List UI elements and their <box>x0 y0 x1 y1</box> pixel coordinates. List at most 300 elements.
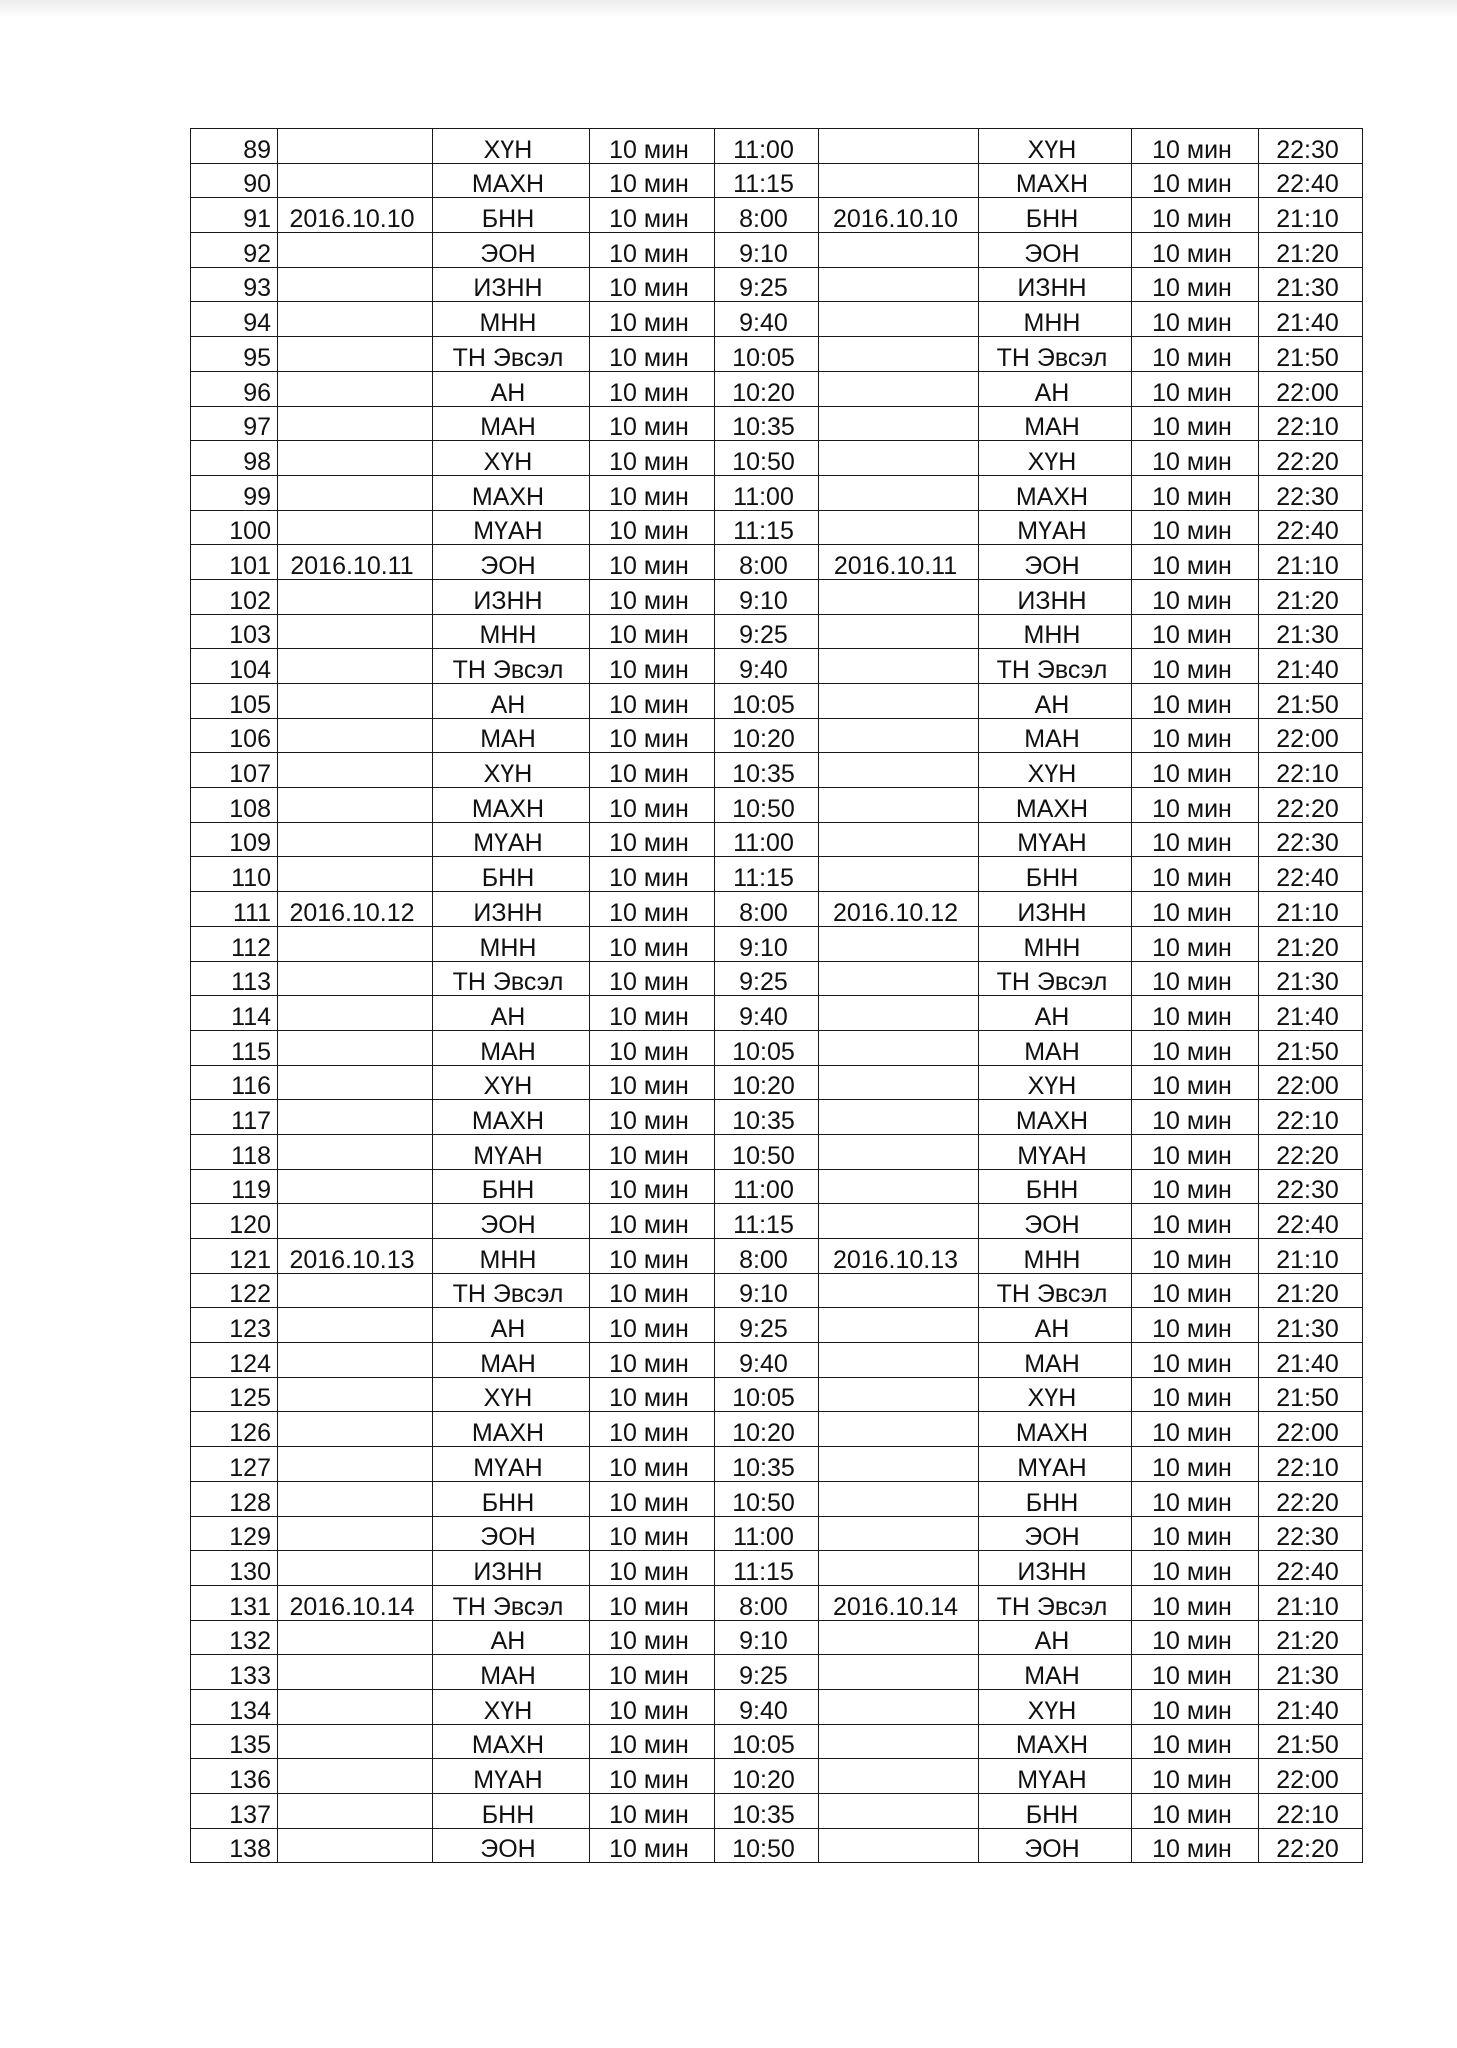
row-number: 136 <box>191 1759 278 1794</box>
party-name-cell: ТН Эвсэл <box>979 649 1132 684</box>
duration-cell: 10 мин <box>590 822 715 857</box>
party-name-cell: АН <box>433 1308 590 1343</box>
duration-cell: 10 мин <box>1132 1655 1259 1690</box>
party-name-cell: АН <box>433 1620 590 1655</box>
date-cell <box>278 1689 433 1724</box>
duration-cell: 10 мин <box>590 1689 715 1724</box>
time-cell: 10:20 <box>715 718 819 753</box>
date-cell <box>819 1620 979 1655</box>
party-name-cell: ТН Эвсэл <box>433 649 590 684</box>
duration-cell: 10 мин <box>590 1377 715 1412</box>
row-number: 122 <box>191 1273 278 1308</box>
duration-cell: 10 мин <box>590 1030 715 1065</box>
duration-cell: 10 мин <box>1132 1412 1259 1447</box>
table-row <box>191 1030 1363 1065</box>
duration-cell: 10 мин <box>590 302 715 337</box>
table-row <box>191 892 1363 927</box>
time-cell: 21:20 <box>1259 926 1363 961</box>
party-name-cell: ХҮН <box>979 441 1132 476</box>
date-cell <box>278 822 433 857</box>
duration-cell: 10 мин <box>1132 684 1259 719</box>
party-name-cell: АН <box>979 684 1132 719</box>
row-number: 92 <box>191 233 278 268</box>
duration-cell: 10 мин <box>590 1724 715 1759</box>
date-cell: 2016.10.12 <box>278 892 433 927</box>
time-cell: 21:40 <box>1259 1689 1363 1724</box>
date-cell <box>819 163 979 198</box>
duration-cell: 10 мин <box>1132 371 1259 406</box>
time-cell: 22:40 <box>1259 1204 1363 1239</box>
row-number: 99 <box>191 475 278 510</box>
date-cell <box>819 649 979 684</box>
time-cell: 10:35 <box>715 753 819 788</box>
time-cell: 11:00 <box>715 1169 819 1204</box>
duration-cell: 10 мин <box>1132 1169 1259 1204</box>
time-cell: 22:30 <box>1259 1516 1363 1551</box>
row-number: 98 <box>191 441 278 476</box>
date-cell <box>278 510 433 545</box>
time-cell: 22:20 <box>1259 1134 1363 1169</box>
table-row <box>191 926 1363 961</box>
duration-cell: 10 мин <box>1132 1239 1259 1274</box>
time-cell: 22:20 <box>1259 1481 1363 1516</box>
table-row <box>191 1794 1363 1829</box>
time-cell: 10:05 <box>715 337 819 372</box>
date-cell <box>819 1689 979 1724</box>
row-number: 108 <box>191 788 278 823</box>
date-cell <box>819 406 979 441</box>
date-cell <box>278 267 433 302</box>
row-number: 124 <box>191 1343 278 1378</box>
time-cell: 21:50 <box>1259 1377 1363 1412</box>
party-name-cell: МАН <box>979 1655 1132 1690</box>
table-row <box>191 718 1363 753</box>
time-cell: 21:50 <box>1259 337 1363 372</box>
party-name-cell: ЭОН <box>979 1204 1132 1239</box>
party-name-cell: ХҮН <box>979 1377 1132 1412</box>
date-cell <box>819 1447 979 1482</box>
date-cell <box>819 579 979 614</box>
time-cell: 9:25 <box>715 614 819 649</box>
duration-cell: 10 мин <box>590 1239 715 1274</box>
party-name-cell: БНН <box>979 198 1132 233</box>
date-cell <box>278 1551 433 1586</box>
date-cell: 2016.10.14 <box>819 1585 979 1620</box>
time-cell: 22:10 <box>1259 1447 1363 1482</box>
time-cell: 10:50 <box>715 1828 819 1863</box>
date-cell: 2016.10.10 <box>278 198 433 233</box>
duration-cell: 10 мин <box>590 1100 715 1135</box>
date-cell <box>819 1065 979 1100</box>
duration-cell: 10 мин <box>1132 1759 1259 1794</box>
table-row <box>191 302 1363 337</box>
time-cell: 22:00 <box>1259 1759 1363 1794</box>
duration-cell: 10 мин <box>590 857 715 892</box>
duration-cell: 10 мин <box>590 996 715 1031</box>
date-cell <box>278 649 433 684</box>
date-cell <box>819 684 979 719</box>
party-name-cell: МАХН <box>433 788 590 823</box>
date-cell <box>819 718 979 753</box>
time-cell: 22:20 <box>1259 441 1363 476</box>
duration-cell: 10 мин <box>1132 475 1259 510</box>
party-name-cell: ЭОН <box>433 1204 590 1239</box>
duration-cell: 10 мин <box>1132 1100 1259 1135</box>
date-cell <box>819 1655 979 1690</box>
party-name-cell: МҮАН <box>433 510 590 545</box>
time-cell: 21:10 <box>1259 198 1363 233</box>
party-name-cell: ЭОН <box>979 233 1132 268</box>
date-cell <box>819 1204 979 1239</box>
table-row <box>191 753 1363 788</box>
party-name-cell: МАХН <box>979 788 1132 823</box>
time-cell: 21:20 <box>1259 1620 1363 1655</box>
duration-cell: 10 мин <box>590 475 715 510</box>
time-cell: 21:30 <box>1259 961 1363 996</box>
party-name-cell: МАХН <box>979 1412 1132 1447</box>
schedule-body <box>191 129 1363 1863</box>
table-row <box>191 1551 1363 1586</box>
party-name-cell: БНН <box>433 198 590 233</box>
party-name-cell: МНН <box>433 302 590 337</box>
duration-cell: 10 мин <box>1132 302 1259 337</box>
table-row <box>191 857 1363 892</box>
date-cell <box>819 129 979 164</box>
table-row <box>191 337 1363 372</box>
duration-cell: 10 мин <box>1132 1481 1259 1516</box>
date-cell <box>278 1412 433 1447</box>
party-name-cell: МАХН <box>433 1100 590 1135</box>
duration-cell: 10 мин <box>590 198 715 233</box>
party-name-cell: ХҮН <box>433 129 590 164</box>
party-name-cell: ЭОН <box>979 1828 1132 1863</box>
party-name-cell: ИЗНН <box>433 892 590 927</box>
duration-cell: 10 мин <box>1132 857 1259 892</box>
party-name-cell: ТН Эвсэл <box>433 1273 590 1308</box>
time-cell: 21:10 <box>1259 545 1363 580</box>
table-row <box>191 649 1363 684</box>
table-row <box>191 996 1363 1031</box>
time-cell: 22:20 <box>1259 788 1363 823</box>
date-cell: 2016.10.14 <box>278 1585 433 1620</box>
date-cell <box>278 753 433 788</box>
date-cell <box>819 1759 979 1794</box>
row-number: 128 <box>191 1481 278 1516</box>
duration-cell: 10 мин <box>1132 753 1259 788</box>
table-row <box>191 961 1363 996</box>
date-cell: 2016.10.13 <box>278 1239 433 1274</box>
duration-cell: 10 мин <box>1132 614 1259 649</box>
time-cell: 11:15 <box>715 857 819 892</box>
time-cell: 9:40 <box>715 1343 819 1378</box>
table-row <box>191 788 1363 823</box>
time-cell: 22:00 <box>1259 371 1363 406</box>
table-row <box>191 1239 1363 1274</box>
date-cell <box>819 1481 979 1516</box>
duration-cell: 10 мин <box>1132 510 1259 545</box>
table-row <box>191 1481 1363 1516</box>
time-cell: 9:40 <box>715 302 819 337</box>
time-cell: 10:50 <box>715 1481 819 1516</box>
date-cell <box>278 718 433 753</box>
duration-cell: 10 мин <box>1132 996 1259 1031</box>
party-name-cell: МАН <box>433 406 590 441</box>
time-cell: 21:10 <box>1259 892 1363 927</box>
table-row <box>191 441 1363 476</box>
party-name-cell: АН <box>433 684 590 719</box>
party-name-cell: МНН <box>979 926 1132 961</box>
duration-cell: 10 мин <box>590 1655 715 1690</box>
time-cell: 22:30 <box>1259 475 1363 510</box>
date-cell <box>278 1759 433 1794</box>
party-name-cell: ИЗНН <box>433 267 590 302</box>
party-name-cell: ХҮН <box>979 129 1132 164</box>
row-number: 118 <box>191 1134 278 1169</box>
row-number: 94 <box>191 302 278 337</box>
row-number: 115 <box>191 1030 278 1065</box>
time-cell: 8:00 <box>715 198 819 233</box>
date-cell <box>278 1273 433 1308</box>
table-row <box>191 1100 1363 1135</box>
time-cell: 11:15 <box>715 1204 819 1239</box>
table-row <box>191 406 1363 441</box>
party-name-cell: ИЗНН <box>979 1551 1132 1586</box>
party-name-cell: МАН <box>979 718 1132 753</box>
time-cell: 22:00 <box>1259 1412 1363 1447</box>
duration-cell: 10 мин <box>1132 579 1259 614</box>
time-cell: 9:10 <box>715 926 819 961</box>
row-number: 91 <box>191 198 278 233</box>
row-number: 137 <box>191 1794 278 1829</box>
row-number: 109 <box>191 822 278 857</box>
row-number: 105 <box>191 684 278 719</box>
date-cell <box>819 822 979 857</box>
date-cell <box>819 1516 979 1551</box>
row-number: 132 <box>191 1620 278 1655</box>
row-number: 134 <box>191 1689 278 1724</box>
table-row <box>191 1447 1363 1482</box>
duration-cell: 10 мин <box>1132 1273 1259 1308</box>
party-name-cell: ХҮН <box>979 1689 1132 1724</box>
duration-cell: 10 мин <box>590 649 715 684</box>
time-cell: 21:50 <box>1259 1030 1363 1065</box>
date-cell <box>278 1065 433 1100</box>
party-name-cell: МНН <box>433 614 590 649</box>
time-cell: 9:25 <box>715 961 819 996</box>
duration-cell: 10 мин <box>590 718 715 753</box>
party-name-cell: МАХН <box>433 1412 590 1447</box>
party-name-cell: АН <box>979 996 1132 1031</box>
duration-cell: 10 мин <box>590 1551 715 1586</box>
time-cell: 21:10 <box>1259 1239 1363 1274</box>
time-cell: 9:10 <box>715 1620 819 1655</box>
time-cell: 10:50 <box>715 788 819 823</box>
row-number: 121 <box>191 1239 278 1274</box>
date-cell <box>278 996 433 1031</box>
date-cell <box>819 267 979 302</box>
party-name-cell: МҮАН <box>979 822 1132 857</box>
time-cell: 10:05 <box>715 1030 819 1065</box>
row-number: 131 <box>191 1585 278 1620</box>
date-cell <box>819 1412 979 1447</box>
date-cell: 2016.10.12 <box>819 892 979 927</box>
date-cell <box>278 788 433 823</box>
party-name-cell: МАН <box>433 1655 590 1690</box>
duration-cell: 10 мин <box>590 753 715 788</box>
duration-cell: 10 мин <box>590 684 715 719</box>
date-cell <box>278 302 433 337</box>
party-name-cell: МАХН <box>979 1724 1132 1759</box>
duration-cell: 10 мин <box>1132 649 1259 684</box>
party-name-cell: МНН <box>979 302 1132 337</box>
time-cell: 21:10 <box>1259 1585 1363 1620</box>
duration-cell: 10 мин <box>1132 1516 1259 1551</box>
date-cell: 2016.10.10 <box>819 198 979 233</box>
table-row <box>191 1585 1363 1620</box>
duration-cell: 10 мин <box>1132 1343 1259 1378</box>
date-cell <box>819 1030 979 1065</box>
duration-cell: 10 мин <box>1132 926 1259 961</box>
party-name-cell: ИЗНН <box>433 1551 590 1586</box>
party-name-cell: МҮАН <box>433 822 590 857</box>
duration-cell: 10 мин <box>590 579 715 614</box>
time-cell: 10:35 <box>715 1794 819 1829</box>
table-row <box>191 1724 1363 1759</box>
date-cell <box>278 1724 433 1759</box>
table-row <box>191 1065 1363 1100</box>
row-number: 90 <box>191 163 278 198</box>
duration-cell: 10 мин <box>590 371 715 406</box>
party-name-cell: БНН <box>433 857 590 892</box>
duration-cell: 10 мин <box>590 1065 715 1100</box>
table-row <box>191 1377 1363 1412</box>
date-cell <box>278 1620 433 1655</box>
party-name-cell: ХҮН <box>433 753 590 788</box>
party-name-cell: МҮАН <box>979 1447 1132 1482</box>
duration-cell: 10 мин <box>590 267 715 302</box>
time-cell: 10:20 <box>715 1412 819 1447</box>
duration-cell: 10 мин <box>1132 441 1259 476</box>
time-cell: 10:20 <box>715 371 819 406</box>
time-cell: 21:40 <box>1259 649 1363 684</box>
duration-cell: 10 мин <box>1132 1308 1259 1343</box>
party-name-cell: ХҮН <box>433 1065 590 1100</box>
date-cell <box>819 996 979 1031</box>
time-cell: 10:35 <box>715 1447 819 1482</box>
date-cell <box>819 926 979 961</box>
row-number: 107 <box>191 753 278 788</box>
duration-cell: 10 мин <box>1132 1620 1259 1655</box>
party-name-cell: ЭОН <box>433 545 590 580</box>
party-name-cell: ХҮН <box>433 441 590 476</box>
date-cell <box>278 579 433 614</box>
party-name-cell: МҮАН <box>433 1447 590 1482</box>
party-name-cell: БНН <box>433 1481 590 1516</box>
date-cell <box>819 1134 979 1169</box>
row-number: 102 <box>191 579 278 614</box>
time-cell: 21:30 <box>1259 267 1363 302</box>
time-cell: 22:10 <box>1259 1794 1363 1829</box>
date-cell <box>819 788 979 823</box>
table-row <box>191 267 1363 302</box>
party-name-cell: ЭОН <box>433 1828 590 1863</box>
duration-cell: 10 мин <box>1132 406 1259 441</box>
party-name-cell: МҮАН <box>433 1759 590 1794</box>
date-cell <box>819 1724 979 1759</box>
row-number: 125 <box>191 1377 278 1412</box>
date-cell <box>819 857 979 892</box>
party-name-cell: БНН <box>979 1169 1132 1204</box>
duration-cell: 10 мин <box>1132 337 1259 372</box>
party-name-cell: ТН Эвсэл <box>979 961 1132 996</box>
party-name-cell: ИЗНН <box>433 579 590 614</box>
date-cell <box>278 1447 433 1482</box>
date-cell <box>278 961 433 996</box>
duration-cell: 10 мин <box>1132 1134 1259 1169</box>
time-cell: 10:50 <box>715 1134 819 1169</box>
party-name-cell: ТН Эвсэл <box>433 1585 590 1620</box>
party-name-cell: МАН <box>433 718 590 753</box>
row-number: 100 <box>191 510 278 545</box>
row-number: 123 <box>191 1308 278 1343</box>
date-cell <box>278 1100 433 1135</box>
duration-cell: 10 мин <box>1132 198 1259 233</box>
row-number: 110 <box>191 857 278 892</box>
table-row <box>191 371 1363 406</box>
row-number: 104 <box>191 649 278 684</box>
table-row <box>191 163 1363 198</box>
time-cell: 10:35 <box>715 406 819 441</box>
time-cell: 21:30 <box>1259 614 1363 649</box>
time-cell: 21:50 <box>1259 1724 1363 1759</box>
row-number: 89 <box>191 129 278 164</box>
party-name-cell: МАХН <box>433 1724 590 1759</box>
row-number: 126 <box>191 1412 278 1447</box>
row-number: 116 <box>191 1065 278 1100</box>
duration-cell: 10 мин <box>1132 233 1259 268</box>
party-name-cell: ХҮН <box>433 1689 590 1724</box>
party-name-cell: АН <box>979 1308 1132 1343</box>
row-number: 106 <box>191 718 278 753</box>
duration-cell: 10 мин <box>1132 1065 1259 1100</box>
party-name-cell: ТН Эвсэл <box>433 337 590 372</box>
party-name-cell: ЭОН <box>433 1516 590 1551</box>
table-row <box>191 1516 1363 1551</box>
party-name-cell: ЭОН <box>979 545 1132 580</box>
party-name-cell: ТН Эвсэл <box>979 1273 1132 1308</box>
duration-cell: 10 мин <box>590 1759 715 1794</box>
table-row <box>191 1412 1363 1447</box>
time-cell: 11:15 <box>715 163 819 198</box>
duration-cell: 10 мин <box>590 510 715 545</box>
time-cell: 22:40 <box>1259 163 1363 198</box>
duration-cell: 10 мин <box>1132 892 1259 927</box>
date-cell <box>819 371 979 406</box>
party-name-cell: АН <box>433 996 590 1031</box>
row-number: 95 <box>191 337 278 372</box>
duration-cell: 10 мин <box>590 406 715 441</box>
time-cell: 22:30 <box>1259 822 1363 857</box>
date-cell <box>278 371 433 406</box>
time-cell: 9:10 <box>715 579 819 614</box>
party-name-cell: МҮАН <box>979 510 1132 545</box>
duration-cell: 10 мин <box>590 1204 715 1239</box>
date-cell <box>278 1481 433 1516</box>
date-cell <box>819 1273 979 1308</box>
table-row <box>191 1759 1363 1794</box>
duration-cell: 10 мин <box>590 1343 715 1378</box>
date-cell <box>819 441 979 476</box>
